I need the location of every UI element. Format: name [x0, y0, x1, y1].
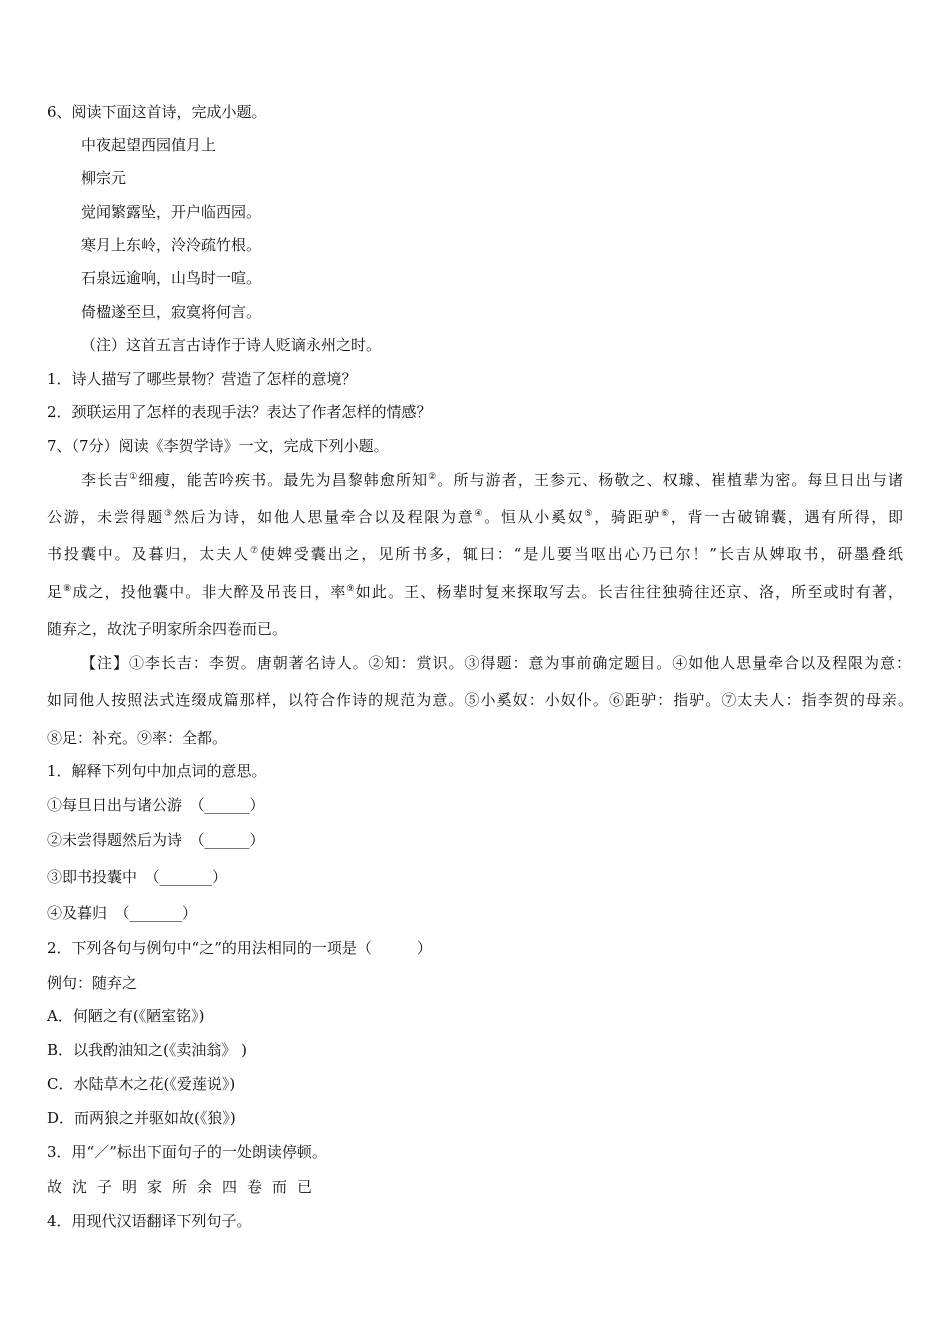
passage-line-3: 书投囊中。及暮归，太夫人⑦使婢受囊出之，见所书多，辄曰：“是儿要当呕出心乃已尔！”长吉从婢取书，研墨叠纸	[47, 545, 903, 563]
option-c: C．水陆草木之花(《爱莲说》)	[47, 1075, 236, 1093]
q7-item-3: ③即书投囊中 （_______）	[47, 868, 228, 886]
pause-sentence: 故沈子明家所余四卷而已	[47, 1178, 323, 1196]
q7-heading: 7、（7分）阅读《李贺学诗》一文，完成下列小题。	[47, 437, 389, 455]
passage-line-2: 公游，未尝得题③然后为诗，如他人思量牵合以及程限为意④。恒从小奚奴⑤，骑距驴⑥，背一古破锦囊，遇有所得，即	[47, 508, 903, 526]
q7-item-1: ①每旦日出与诸公游 （______）	[47, 796, 265, 814]
q6-sub1: 1．诗人描写了哪些景物？营造了怎样的意境？	[47, 370, 357, 388]
poem-author: 柳宗元	[81, 169, 127, 187]
poem-line-3: 石泉远逾响，山鸟时一喧。	[81, 269, 262, 287]
q7-sub4: 4．用现代汉语翻译下列句子。	[47, 1212, 252, 1230]
q6-heading: 6、阅读下面这首诗，完成小题。	[47, 103, 267, 121]
q7-item-4: ④及暮归 （_______）	[47, 904, 198, 922]
q7-item-2: ②未尝得题然后为诗 （______）	[47, 831, 265, 849]
passage-line-4: 足⑧成之，投他囊中。非大醉及吊丧日，率⑨如此。王、杨辈时复来探取写去。长吉往往独骑往还京、洛，所至或时有著，	[47, 583, 903, 601]
poem-line-2: 寒月上东岭，泠泠疏竹根。	[81, 236, 262, 254]
q7-example: 例句：随弃之	[47, 974, 138, 992]
q7-sub2: 2．下列各句与例句中“之”的用法相同的一项是（ ）	[47, 939, 432, 957]
poem-note: （注）这首五言古诗作于诗人贬谪永州之时。	[81, 336, 382, 354]
notes-line-3: ⑧足：补充。⑨率：全都。	[47, 729, 228, 747]
notes-line-2: 如同他人按照法式连缀成篇那样，以符合作诗的规范为意。⑤小奚奴：小奴仆。⑥距驴：指驴。⑦太夫人：指李贺的母亲。	[47, 691, 913, 709]
q7-sub1: 1．解释下列句中加点词的意思。	[47, 762, 267, 780]
notes-line-1: 【注】①李长吉：李贺。唐朝著名诗人。②知：赏识。③得题：意为事前确定题目。④如他人思量牵合以及程限为意：	[81, 654, 911, 672]
poem-title: 中夜起望西园值月上	[81, 136, 217, 154]
option-b: B．以我酌油知之(《卖油翁》 )	[47, 1041, 247, 1059]
poem-line-1: 觉闻繁露坠，开户临西园。	[81, 203, 262, 221]
poem-line-4: 倚楹遂至旦，寂寞将何言。	[81, 303, 262, 321]
passage-line-5: 随弃之，故沈子明家所余四卷而已。	[47, 620, 288, 638]
q6-sub2: 2．颈联运用了怎样的表现手法？表达了作者怎样的情感？	[47, 403, 432, 421]
q7-sub3: 3．用“／”标出下面句子的一处朗读停顿。	[47, 1143, 327, 1161]
option-a: A．何陋之有(《陋室铭》)	[47, 1007, 205, 1025]
passage-line-1: 李长吉①细瘦，能苦吟疾书。最先为昌黎韩愈所知②。所与游者，王参元、杨敬之、权璩、崔植辈为密。每旦日出与诸	[81, 471, 903, 489]
option-d: D．而两狼之并驱如故(《狼》)	[47, 1109, 236, 1127]
